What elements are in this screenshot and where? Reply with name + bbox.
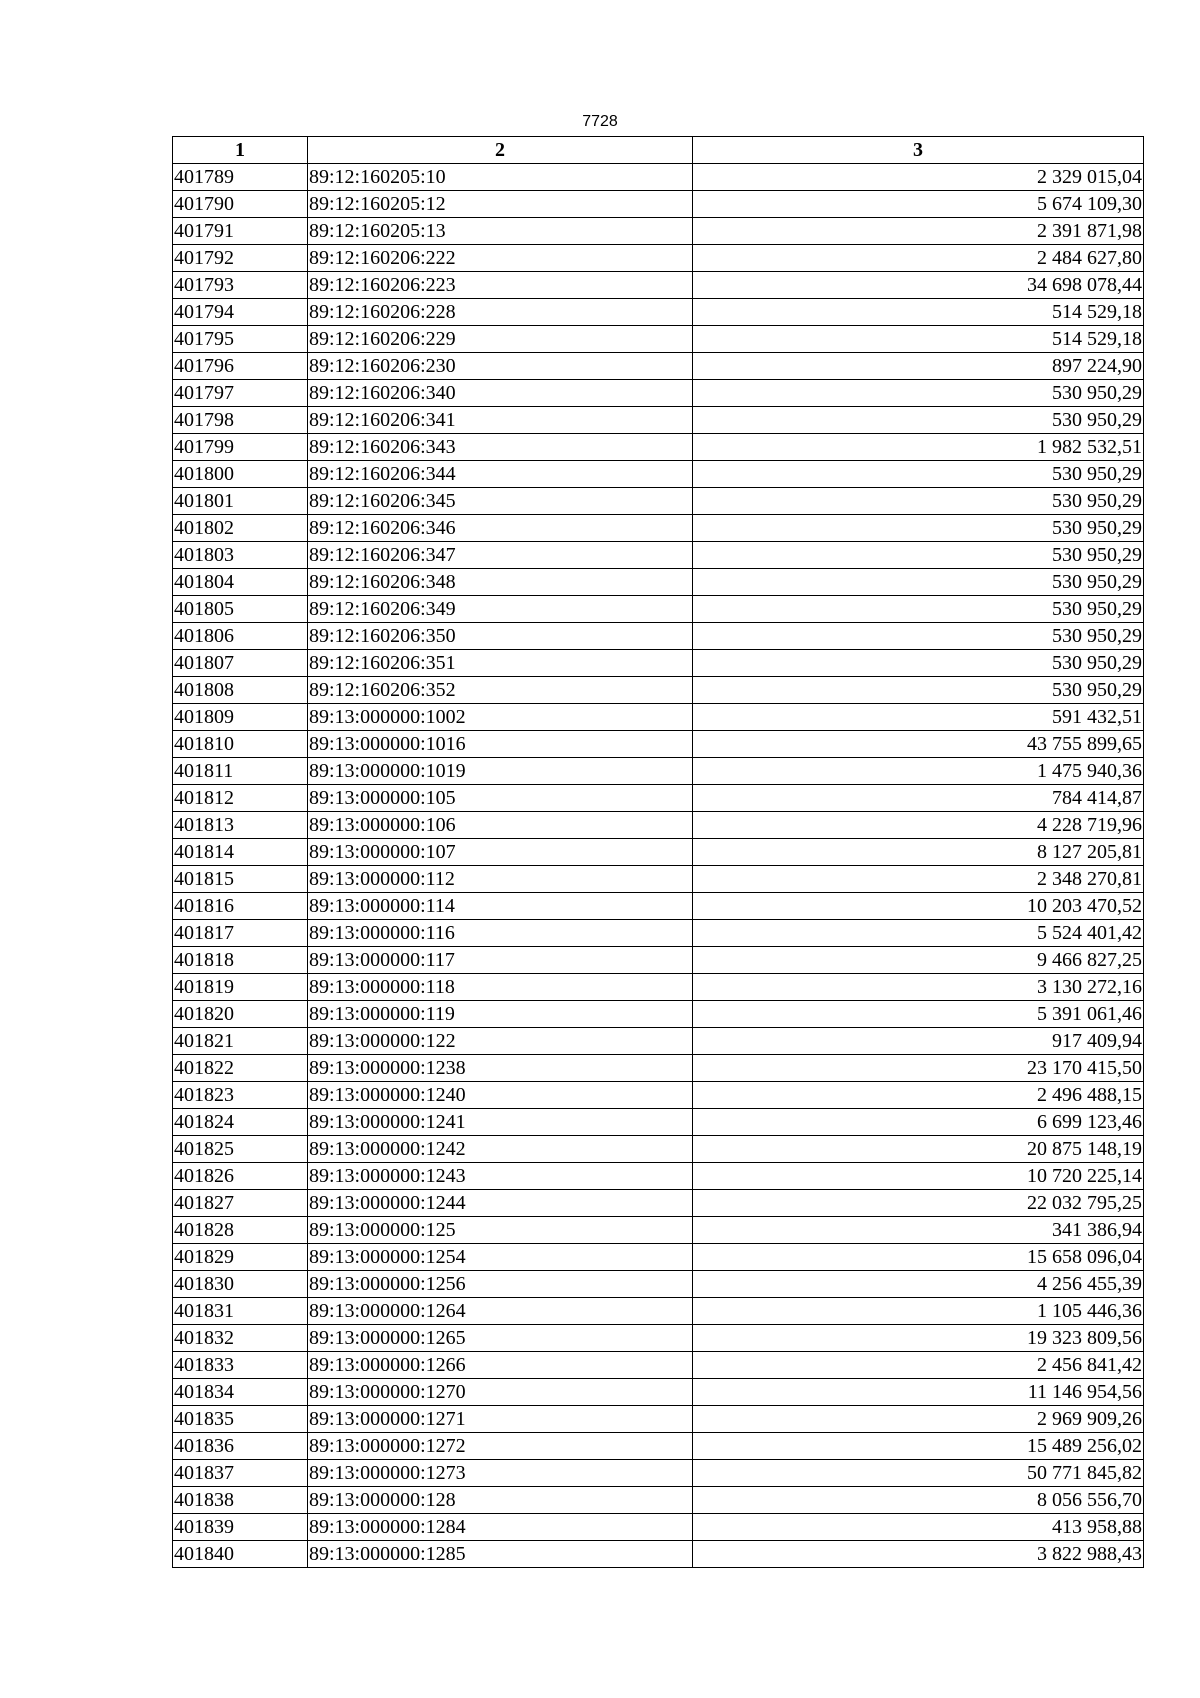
value-cell: 530 950,29 [693,380,1144,407]
row-id-cell: 401815 [173,866,308,893]
table-row [173,1028,1144,1055]
cadastral-number-cell: 89:13:000000:112 [308,866,693,893]
row-id-cell: 401810 [173,731,308,758]
value-cell: 4 256 455,39 [693,1271,1144,1298]
value-cell: 2 496 488,15 [693,1082,1144,1109]
row-id-cell: 401822 [173,1055,308,1082]
value-cell: 15 658 096,04 [693,1244,1144,1271]
table-row [173,407,1144,434]
table-row [173,1514,1144,1541]
table-row [173,326,1144,353]
cadastral-number-cell: 89:13:000000:114 [308,893,693,920]
value-cell: 8 127 205,81 [693,839,1144,866]
row-id-cell: 401795 [173,326,308,353]
value-cell: 2 484 627,80 [693,245,1144,272]
value-cell: 8 056 556,70 [693,1487,1144,1514]
table-row [173,1163,1144,1190]
cadastral-number-cell: 89:13:000000:1241 [308,1109,693,1136]
table-row [173,569,1144,596]
table-row [173,866,1144,893]
row-id-cell: 401798 [173,407,308,434]
row-id-cell: 401813 [173,812,308,839]
row-id-cell: 401797 [173,380,308,407]
table-row [173,353,1144,380]
cadastral-number-cell: 89:13:000000:1266 [308,1352,693,1379]
cadastral-number-cell: 89:12:160206:229 [308,326,693,353]
cadastral-number-cell: 89:13:000000:1270 [308,1379,693,1406]
value-cell: 784 414,87 [693,785,1144,812]
value-cell: 20 875 148,19 [693,1136,1144,1163]
cadastral-number-cell: 89:12:160205:12 [308,191,693,218]
value-cell: 2 969 909,26 [693,1406,1144,1433]
cadastral-number-cell: 89:13:000000:1284 [308,1514,693,1541]
table-row [173,758,1144,785]
value-cell: 530 950,29 [693,596,1144,623]
row-id-cell: 401818 [173,947,308,974]
row-id-cell: 401821 [173,1028,308,1055]
row-id-cell: 401832 [173,1325,308,1352]
cadastral-number-cell: 89:13:000000:1256 [308,1271,693,1298]
table-row [173,1190,1144,1217]
cadastral-number-cell: 89:12:160206:346 [308,515,693,542]
value-cell: 530 950,29 [693,569,1144,596]
value-cell: 530 950,29 [693,407,1144,434]
row-id-cell: 401809 [173,704,308,731]
value-cell: 10 203 470,52 [693,893,1144,920]
value-cell: 341 386,94 [693,1217,1144,1244]
row-id-cell: 401836 [173,1433,308,1460]
table-row [173,164,1144,191]
value-cell: 530 950,29 [693,515,1144,542]
row-id-cell: 401830 [173,1271,308,1298]
cadastral-number-cell: 89:13:000000:118 [308,974,693,1001]
row-id-cell: 401804 [173,569,308,596]
value-cell: 3 130 272,16 [693,974,1144,1001]
cadastral-number-cell: 89:12:160206:228 [308,299,693,326]
row-id-cell: 401817 [173,920,308,947]
page-number: 7728 [582,113,618,130]
row-id-cell: 401831 [173,1298,308,1325]
header-cell-2: 2 [308,137,693,164]
value-cell: 50 771 845,82 [693,1460,1144,1487]
row-id-cell: 401807 [173,650,308,677]
value-cell: 22 032 795,25 [693,1190,1144,1217]
value-cell: 2 456 841,42 [693,1352,1144,1379]
value-cell: 2 391 871,98 [693,218,1144,245]
header-row [173,137,1144,164]
value-cell: 43 755 899,65 [693,731,1144,758]
table-row [173,272,1144,299]
row-id-cell: 401827 [173,1190,308,1217]
cadastral-number-cell: 89:12:160206:345 [308,488,693,515]
cadastral-number-cell: 89:12:160206:343 [308,434,693,461]
cadastral-number-cell: 89:13:000000:117 [308,947,693,974]
value-cell: 1 475 940,36 [693,758,1144,785]
table-row [173,434,1144,461]
table-row [173,1325,1144,1352]
header-cell-3: 3 [693,137,1144,164]
cadastral-number-cell: 89:12:160206:222 [308,245,693,272]
table-row [173,218,1144,245]
value-cell: 19 323 809,56 [693,1325,1144,1352]
cadastral-number-cell: 89:12:160206:352 [308,677,693,704]
cadastral-number-cell: 89:12:160206:349 [308,596,693,623]
value-cell: 1 105 446,36 [693,1298,1144,1325]
table-row [173,623,1144,650]
table-row [173,596,1144,623]
table-row [173,542,1144,569]
value-cell: 5 391 061,46 [693,1001,1144,1028]
table-row [173,1352,1144,1379]
table-row [173,704,1144,731]
cadastral-number-cell: 89:12:160205:13 [308,218,693,245]
value-cell: 15 489 256,02 [693,1433,1144,1460]
table-row [173,785,1144,812]
row-id-cell: 401792 [173,245,308,272]
cadastral-number-cell: 89:13:000000:128 [308,1487,693,1514]
row-id-cell: 401791 [173,218,308,245]
table-row [173,1406,1144,1433]
table-row [173,974,1144,1001]
value-cell: 11 146 954,56 [693,1379,1144,1406]
cadastral-number-cell: 89:13:000000:1254 [308,1244,693,1271]
value-cell: 530 950,29 [693,650,1144,677]
cadastral-number-cell: 89:12:160206:341 [308,407,693,434]
value-cell: 2 348 270,81 [693,866,1144,893]
table-row [173,1460,1144,1487]
table-row [173,488,1144,515]
cadastral-number-cell: 89:13:000000:106 [308,812,693,839]
cadastral-number-cell: 89:13:000000:1244 [308,1190,693,1217]
value-cell: 530 950,29 [693,677,1144,704]
data-table [172,136,1144,1568]
table-row [173,515,1144,542]
table-row [173,1082,1144,1109]
table-row [173,839,1144,866]
row-id-cell: 401811 [173,758,308,785]
cadastral-number-cell: 89:13:000000:1285 [308,1541,693,1568]
value-cell: 6 699 123,46 [693,1109,1144,1136]
row-id-cell: 401803 [173,542,308,569]
row-id-cell: 401820 [173,1001,308,1028]
cadastral-number-cell: 89:13:000000:1002 [308,704,693,731]
row-id-cell: 401828 [173,1217,308,1244]
table-row [173,245,1144,272]
value-cell: 4 228 719,96 [693,812,1144,839]
row-id-cell: 401840 [173,1541,308,1568]
value-cell: 9 466 827,25 [693,947,1144,974]
value-cell: 23 170 415,50 [693,1055,1144,1082]
value-cell: 5 524 401,42 [693,920,1144,947]
row-id-cell: 401800 [173,461,308,488]
cadastral-number-cell: 89:12:160206:223 [308,272,693,299]
cadastral-number-cell: 89:13:000000:1271 [308,1406,693,1433]
table-row [173,299,1144,326]
table-row [173,1271,1144,1298]
row-id-cell: 401838 [173,1487,308,1514]
cadastral-number-cell: 89:13:000000:1272 [308,1433,693,1460]
cadastral-number-cell: 89:12:160206:347 [308,542,693,569]
table-row [173,1541,1144,1568]
header-cell-1: 1 [173,137,308,164]
cadastral-number-cell: 89:13:000000:116 [308,920,693,947]
value-cell: 530 950,29 [693,461,1144,488]
row-id-cell: 401802 [173,515,308,542]
row-id-cell: 401833 [173,1352,308,1379]
row-id-cell: 401805 [173,596,308,623]
value-cell: 591 432,51 [693,704,1144,731]
table-row [173,731,1144,758]
value-cell: 897 224,90 [693,353,1144,380]
table-row [173,1298,1144,1325]
cadastral-number-cell: 89:13:000000:1242 [308,1136,693,1163]
cadastral-number-cell: 89:12:160206:350 [308,623,693,650]
value-cell: 1 982 532,51 [693,434,1144,461]
value-cell: 5 674 109,30 [693,191,1144,218]
table-row [173,461,1144,488]
row-id-cell: 401808 [173,677,308,704]
table-row [173,677,1144,704]
cadastral-number-cell: 89:12:160206:348 [308,569,693,596]
value-cell: 530 950,29 [693,488,1144,515]
cadastral-number-cell: 89:12:160206:230 [308,353,693,380]
row-id-cell: 401823 [173,1082,308,1109]
cadastral-number-cell: 89:13:000000:105 [308,785,693,812]
cadastral-number-cell: 89:12:160206:344 [308,461,693,488]
cadastral-number-cell: 89:13:000000:1273 [308,1460,693,1487]
table-row [173,1217,1144,1244]
row-id-cell: 401812 [173,785,308,812]
row-id-cell: 401835 [173,1406,308,1433]
value-cell: 530 950,29 [693,623,1144,650]
table-body [173,164,1144,1568]
value-cell: 413 958,88 [693,1514,1144,1541]
table-row [173,1379,1144,1406]
value-cell: 530 950,29 [693,542,1144,569]
table-row [173,1244,1144,1271]
cadastral-number-cell: 89:13:000000:1265 [308,1325,693,1352]
cadastral-number-cell: 89:13:000000:1240 [308,1082,693,1109]
row-id-cell: 401790 [173,191,308,218]
row-id-cell: 401816 [173,893,308,920]
row-id-cell: 401794 [173,299,308,326]
row-id-cell: 401825 [173,1136,308,1163]
table-row [173,380,1144,407]
table-row [173,1055,1144,1082]
table-row [173,1001,1144,1028]
table-row [173,893,1144,920]
row-id-cell: 401789 [173,164,308,191]
value-cell: 10 720 225,14 [693,1163,1144,1190]
table-row [173,1136,1144,1163]
cadastral-number-cell: 89:13:000000:107 [308,839,693,866]
row-id-cell: 401829 [173,1244,308,1271]
row-id-cell: 401796 [173,353,308,380]
value-cell: 3 822 988,43 [693,1541,1144,1568]
cadastral-number-cell: 89:12:160205:10 [308,164,693,191]
table-header [173,137,1144,164]
row-id-cell: 401839 [173,1514,308,1541]
table-row [173,1109,1144,1136]
table-row [173,650,1144,677]
table-row [173,1433,1144,1460]
cadastral-number-cell: 89:13:000000:125 [308,1217,693,1244]
cadastral-number-cell: 89:13:000000:119 [308,1001,693,1028]
row-id-cell: 401801 [173,488,308,515]
row-id-cell: 401814 [173,839,308,866]
row-id-cell: 401799 [173,434,308,461]
row-id-cell: 401834 [173,1379,308,1406]
cadastral-number-cell: 89:13:000000:1243 [308,1163,693,1190]
cadastral-number-cell: 89:13:000000:1238 [308,1055,693,1082]
row-id-cell: 401837 [173,1460,308,1487]
cadastral-number-cell: 89:12:160206:340 [308,380,693,407]
value-cell: 34 698 078,44 [693,272,1144,299]
row-id-cell: 401806 [173,623,308,650]
table-row [173,191,1144,218]
cadastral-number-cell: 89:13:000000:1019 [308,758,693,785]
table-row [173,920,1144,947]
value-cell: 917 409,94 [693,1028,1144,1055]
cadastral-number-cell: 89:12:160206:351 [308,650,693,677]
value-cell: 2 329 015,04 [693,164,1144,191]
cadastral-number-cell: 89:13:000000:1016 [308,731,693,758]
value-cell: 514 529,18 [693,299,1144,326]
table-row [173,947,1144,974]
table-row [173,812,1144,839]
cadastral-number-cell: 89:13:000000:1264 [308,1298,693,1325]
cadastral-number-cell: 89:13:000000:122 [308,1028,693,1055]
value-cell: 514 529,18 [693,326,1144,353]
row-id-cell: 401826 [173,1163,308,1190]
row-id-cell: 401793 [173,272,308,299]
table-row [173,1487,1144,1514]
row-id-cell: 401819 [173,974,308,1001]
row-id-cell: 401824 [173,1109,308,1136]
